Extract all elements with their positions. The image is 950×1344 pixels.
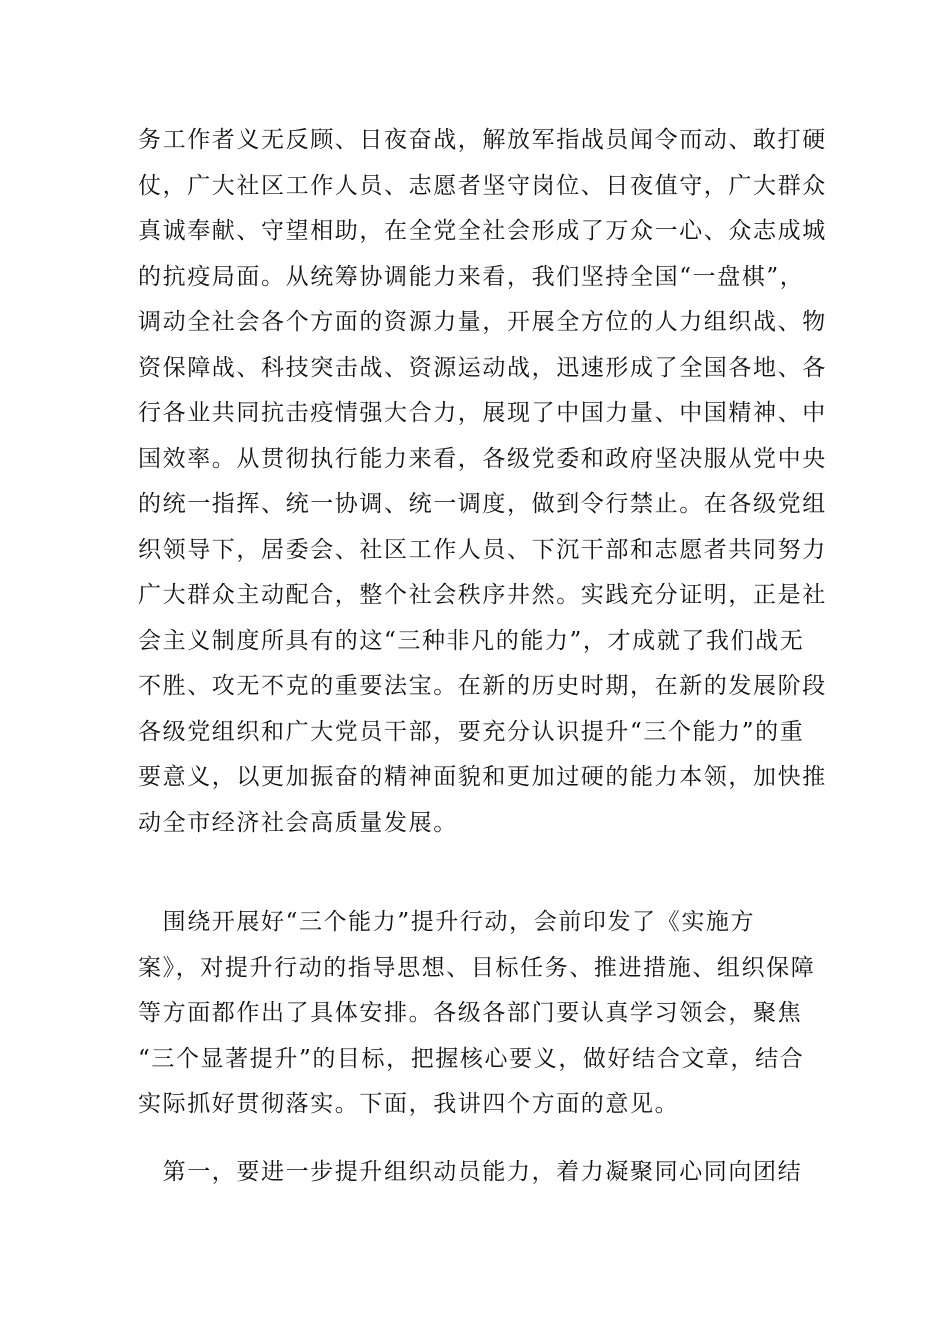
text-line: 各级党组织和广大党员干部，要充分认识提升“三个能力”的重 — [138, 718, 805, 745]
text-line: 等方面都作出了具体安排。各级各部门要认真学习领会，聚焦 — [138, 1000, 803, 1026]
text-line: 国效率。从贯彻执行能力来看，各级党委和政府坚决服从党中央 — [138, 445, 827, 472]
text-line: 的统一指挥、统一协调、统一调度，做到令行禁止。在各级党组 — [138, 491, 827, 517]
text-line: 务工作者义无反顾、日夜奋战，解放军指战员闻令而动、敢打硬 — [138, 127, 827, 153]
text-line: 仗，广大社区工作人员、志愿者坚守岗位、日夜值守，广大群众 — [138, 172, 827, 199]
paragraph — [138, 900, 828, 1128]
text-line: 案》，对提升行动的指导思想、目标任务、推进措施、组织保障 — [138, 954, 816, 981]
text-line: 织领导下，居委会、社区工作人员、下沉干部和志愿者共同努力 — [138, 536, 827, 563]
text-line: 要意义，以更加振奋的精神面貌和更加过硬的能力本领，加快推 — [138, 764, 827, 790]
paragraph — [138, 1150, 828, 1196]
text-line: 第一，要进一步提升组织动员能力，着力凝聚同心同向团结 — [138, 1159, 803, 1185]
text-line: 不胜、攻无不克的重要法宝。在新的历史时期，在新的发展阶段 — [138, 673, 827, 699]
text-line: 动全市经济社会高质量发展。 — [138, 809, 458, 836]
text-line: 广大群众主动配合，整个社会秩序井然。实践充分证明，正是社 — [138, 582, 827, 608]
text-line: 真诚奉献、守望相助，在全党全社会形成了万众一心、众志成城 — [138, 218, 827, 244]
text-line: 实际抓好贯彻落实。下面，我讲四个方面的意见。 — [138, 1091, 680, 1117]
text-line: 的抗疫局面。从统筹协调能力来看，我们坚持全国“一盘棋”， — [138, 263, 805, 290]
text-line: “三个显著提升”的目标，把握核心要义，做好结合文章，结合 — [138, 1045, 805, 1072]
text-line: 调动全社会各个方面的资源力量，开展全方位的人力组织战、物 — [138, 309, 827, 335]
text-line: 行各业共同抗击疫情强大合力，展现了中国力量、中国精神、中 — [138, 400, 827, 426]
text-line: 围绕开展好“三个能力”提升行动，会前印发了《实施方 — [138, 909, 756, 935]
paragraph — [138, 118, 828, 846]
text-line: 会主义制度所具有的这“三种非凡的能力”，才成就了我们战无 — [138, 627, 805, 654]
text-line: 资保障战、科技突击战、资源运动战，迅速形成了全国各地、各 — [138, 354, 827, 381]
